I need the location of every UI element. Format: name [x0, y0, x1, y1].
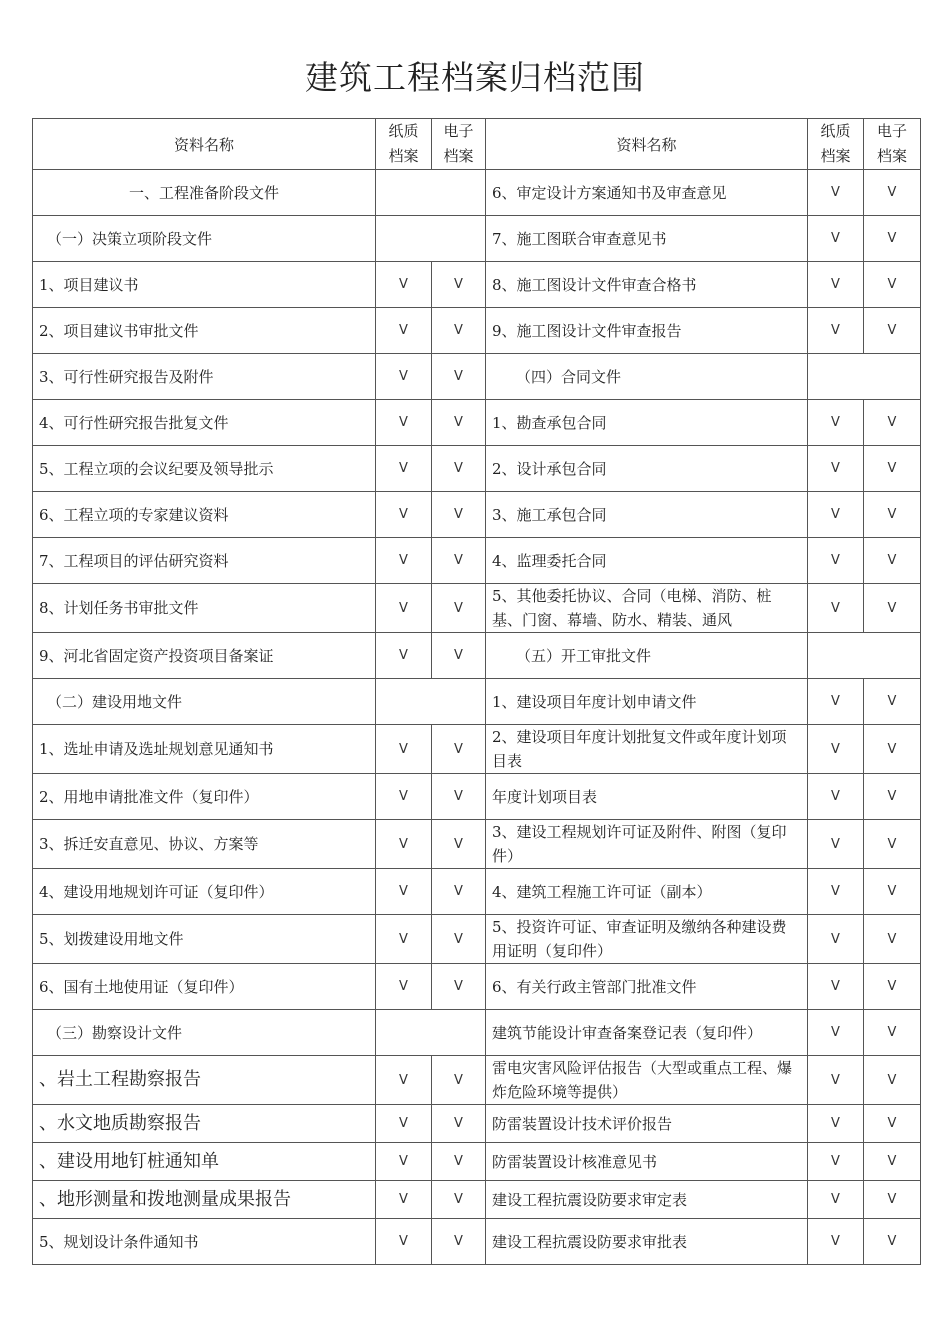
right-electronic-check: V [864, 1105, 921, 1143]
right-item-name: 6、有关行政主管部门批准文件 [486, 964, 808, 1010]
right-electronic-check: V [864, 679, 921, 725]
left-item-name: 6、工程立项的专家建议资料 [33, 492, 376, 538]
left-electronic-check: V [432, 584, 486, 633]
right-electronic-check: V [864, 1056, 921, 1105]
right-paper-check: V [808, 820, 864, 869]
table-header-row [33, 119, 921, 170]
table-row [33, 1105, 921, 1143]
left-paper-check: V [376, 446, 432, 492]
left-paper-check: V [376, 915, 432, 964]
left-paper-check: V [376, 1219, 432, 1265]
right-paper-check: V [808, 1181, 864, 1219]
right-item-name: 2、设计承包合同 [486, 446, 808, 492]
left-paper-check: V [376, 633, 432, 679]
header-paper-right: 纸质档案 [808, 119, 864, 170]
left-paper-check: V [376, 820, 432, 869]
right-item-name: 4、建筑工程施工许可证（副本） [486, 869, 808, 915]
right-electronic-check: V [864, 584, 921, 633]
right-paper-check: V [808, 216, 864, 262]
right-electronic-check: V [864, 1010, 921, 1056]
right-electronic-check: V [864, 964, 921, 1010]
left-electronic-check: V [432, 538, 486, 584]
right-paper-check: V [808, 915, 864, 964]
left-paper-check: V [376, 538, 432, 584]
right-empty-cell [808, 633, 921, 679]
left-item-name: 1、项目建议书 [33, 262, 376, 308]
right-electronic-check: V [864, 774, 921, 820]
left-item-name: 、岩土工程勘察报告 [33, 1056, 376, 1105]
table-row [33, 915, 921, 964]
left-item-name: 7、工程项目的评估研究资料 [33, 538, 376, 584]
left-item-name: 5、划拨建设用地文件 [33, 915, 376, 964]
right-paper-check: V [808, 1143, 864, 1181]
left-item-name: 8、计划任务书审批文件 [33, 584, 376, 633]
right-electronic-check: V [864, 538, 921, 584]
left-item-name: 9、河北省固定资产投资项目备案证 [33, 633, 376, 679]
right-electronic-check: V [864, 915, 921, 964]
right-paper-check: V [808, 170, 864, 216]
right-electronic-check: V [864, 1181, 921, 1219]
left-paper-check: V [376, 725, 432, 774]
header-electronic-right: 电子档案 [864, 119, 921, 170]
right-electronic-check: V [864, 492, 921, 538]
right-paper-check: V [808, 964, 864, 1010]
left-paper-check: V [376, 1181, 432, 1219]
table-row [33, 400, 921, 446]
right-item-name: 5、投资许可证、审查证明及缴纳各种建设费用证明（复印件） [486, 915, 808, 964]
left-electronic-check: V [432, 354, 486, 400]
left-item-name: 3、拆迁安直意见、协议、方案等 [33, 820, 376, 869]
left-paper-check: V [376, 262, 432, 308]
left-electronic-check: V [432, 725, 486, 774]
left-item-name: 4、建设用地规划许可证（复印件） [33, 869, 376, 915]
right-item-name: 3、建设工程规划许可证及附件、附图（复印件） [486, 820, 808, 869]
right-item-name: 9、施工图设计文件审查报告 [486, 308, 808, 354]
right-paper-check: V [808, 1219, 864, 1265]
left-paper-check: V [376, 1105, 432, 1143]
table-row [33, 446, 921, 492]
left-paper-check: V [376, 1143, 432, 1181]
header-name-left: 资料名称 [33, 119, 376, 170]
left-item-name: 、水文地质勘察报告 [33, 1105, 376, 1143]
right-paper-check: V [808, 400, 864, 446]
left-paper-check: V [376, 308, 432, 354]
right-paper-check: V [808, 679, 864, 725]
left-item-name: 2、用地申请批准文件（复印件） [33, 774, 376, 820]
table-row [33, 1143, 921, 1181]
right-item-name: 7、施工图联合审查意见书 [486, 216, 808, 262]
table-row [33, 170, 921, 216]
left-electronic-check: V [432, 308, 486, 354]
right-paper-check: V [808, 774, 864, 820]
table-row [33, 1010, 921, 1056]
page-title: 建筑工程档案归档范围 [305, 58, 645, 97]
left-electronic-check: V [432, 446, 486, 492]
table-row [33, 584, 921, 633]
header-electronic-left: 电子档案 [432, 119, 486, 170]
table-row [33, 216, 921, 262]
left-item-name: 、建设用地钉桩通知单 [33, 1143, 376, 1181]
left-paper-check: V [376, 400, 432, 446]
left-empty-cell [376, 170, 486, 216]
right-electronic-check: V [864, 1143, 921, 1181]
left-electronic-check: V [432, 1219, 486, 1265]
left-item-name: 2、项目建议书审批文件 [33, 308, 376, 354]
right-item-name: 建设工程抗震设防要求审批表 [486, 1219, 808, 1265]
left-item-name: 5、工程立项的会议纪要及领导批示 [33, 446, 376, 492]
left-electronic-check: V [432, 869, 486, 915]
left-paper-check: V [376, 354, 432, 400]
right-electronic-check: V [864, 400, 921, 446]
left-electronic-check: V [432, 492, 486, 538]
left-item-name: （一）决策立项阶段文件 [33, 216, 376, 262]
table-row [33, 538, 921, 584]
right-paper-check: V [808, 538, 864, 584]
left-electronic-check: V [432, 1181, 486, 1219]
right-item-name: 防雷装置设计核准意见书 [486, 1143, 808, 1181]
right-paper-check: V [808, 1105, 864, 1143]
left-electronic-check: V [432, 1143, 486, 1181]
right-item-name: 4、监理委托合同 [486, 538, 808, 584]
right-paper-check: V [808, 869, 864, 915]
left-electronic-check: V [432, 774, 486, 820]
right-electronic-check: V [864, 446, 921, 492]
left-electronic-check: V [432, 915, 486, 964]
left-electronic-check: V [432, 1056, 486, 1105]
right-electronic-check: V [864, 170, 921, 216]
left-paper-check: V [376, 492, 432, 538]
right-item-name: 8、施工图设计文件审查合格书 [486, 262, 808, 308]
left-paper-check: V [376, 1056, 432, 1105]
table-row [33, 492, 921, 538]
right-paper-check: V [808, 1010, 864, 1056]
left-paper-check: V [376, 584, 432, 633]
right-electronic-check: V [864, 262, 921, 308]
right-paper-check: V [808, 308, 864, 354]
right-electronic-check: V [864, 308, 921, 354]
right-electronic-check: V [864, 869, 921, 915]
left-item-name: 5、规划设计条件通知书 [33, 1219, 376, 1265]
right-paper-check: V [808, 262, 864, 308]
table-row [33, 679, 921, 725]
left-empty-cell [376, 216, 486, 262]
right-paper-check: V [808, 492, 864, 538]
left-item-name: 1、选址申请及选址规划意见通知书 [33, 725, 376, 774]
left-electronic-check: V [432, 262, 486, 308]
right-electronic-check: V [864, 820, 921, 869]
table-row [33, 820, 921, 869]
right-empty-cell [808, 354, 921, 400]
left-paper-check: V [376, 964, 432, 1010]
table-row [33, 725, 921, 774]
header-name-right: 资料名称 [486, 119, 808, 170]
right-electronic-check: V [864, 1219, 921, 1265]
right-paper-check: V [808, 725, 864, 774]
table-row [33, 1181, 921, 1219]
left-electronic-check: V [432, 820, 486, 869]
left-item-name: （三）勘察设计文件 [33, 1010, 376, 1056]
right-item-name: 3、施工承包合同 [486, 492, 808, 538]
left-electronic-check: V [432, 1105, 486, 1143]
header-paper-left: 纸质档案 [376, 119, 432, 170]
left-paper-check: V [376, 869, 432, 915]
left-item-name: 3、可行性研究报告及附件 [33, 354, 376, 400]
right-paper-check: V [808, 1056, 864, 1105]
left-electronic-check: V [432, 633, 486, 679]
right-paper-check: V [808, 446, 864, 492]
right-item-name: （五）开工审批文件 [486, 633, 808, 679]
table-row [33, 354, 921, 400]
left-electronic-check: V [432, 964, 486, 1010]
left-item-name: （二）建设用地文件 [33, 679, 376, 725]
right-electronic-check: V [864, 216, 921, 262]
left-electronic-check: V [432, 400, 486, 446]
right-item-name: 建设工程抗震设防要求审定表 [486, 1181, 808, 1219]
table-row [33, 633, 921, 679]
right-item-name: 1、建设项目年度计划申请文件 [486, 679, 808, 725]
archive-scope-table [32, 118, 921, 1265]
right-item-name: 2、建设项目年度计划批复文件或年度计划项目表 [486, 725, 808, 774]
table-row [33, 308, 921, 354]
right-item-name: 1、勘查承包合同 [486, 400, 808, 446]
right-item-name: 雷电灾害风险评估报告（大型或重点工程、爆炸危险环境等提供） [486, 1056, 808, 1105]
right-paper-check: V [808, 584, 864, 633]
right-item-name: 6、审定设计方案通知书及审查意见 [486, 170, 808, 216]
left-item-name: 6、国有土地使用证（复印件） [33, 964, 376, 1010]
left-item-name: 4、可行性研究报告批复文件 [33, 400, 376, 446]
left-empty-cell [376, 1010, 486, 1056]
right-item-name: 防雷装置设计技术评价报告 [486, 1105, 808, 1143]
right-item-name: 建筑节能设计审查备案登记表（复印件） [486, 1010, 808, 1056]
table-row [33, 1056, 921, 1105]
right-electronic-check: V [864, 725, 921, 774]
right-item-name: 年度计划项目表 [486, 774, 808, 820]
right-item-name: 5、其他委托协议、合同（电梯、消防、桩基、门窗、幕墙、防水、精装、通风 [486, 584, 808, 633]
left-empty-cell [376, 679, 486, 725]
left-item-name: 、地形测量和拨地测量成果报告 [33, 1181, 376, 1219]
table-row [33, 262, 921, 308]
table-row [33, 774, 921, 820]
table-row [33, 1219, 921, 1265]
right-item-name: （四）合同文件 [486, 354, 808, 400]
table-row [33, 964, 921, 1010]
table-row [33, 869, 921, 915]
left-paper-check: V [376, 774, 432, 820]
left-item-name: 一、工程准备阶段文件 [33, 170, 376, 216]
